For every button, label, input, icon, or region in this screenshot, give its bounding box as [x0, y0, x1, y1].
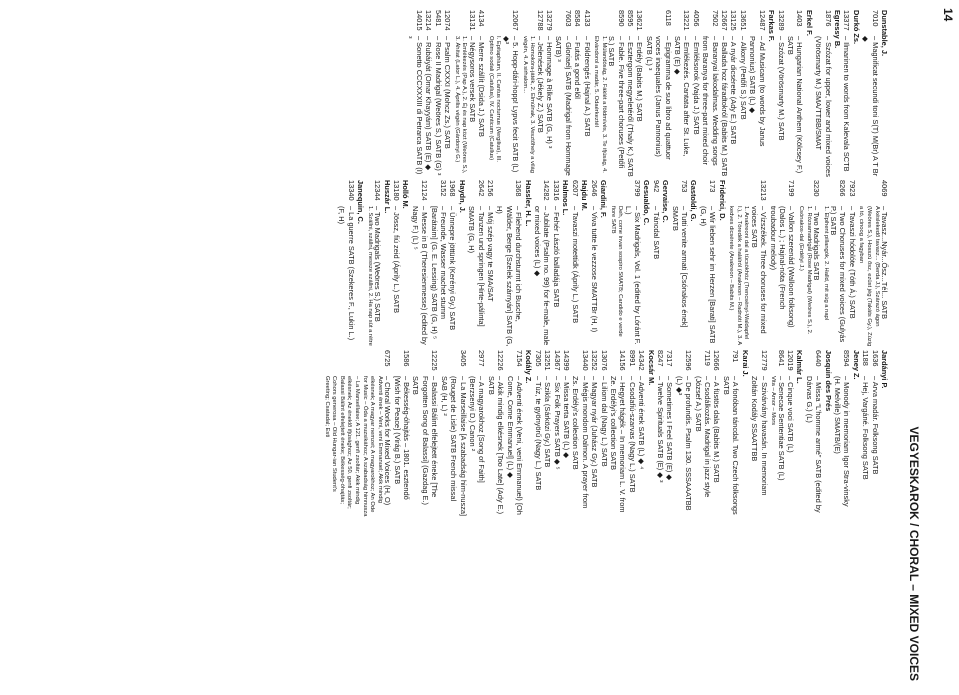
catalog-entry	[571, 350, 590, 517]
composer-heading: Gastoldi, G.	[689, 180, 699, 222]
catalog-number: 6207	[570, 180, 580, 197]
work-title: – Tavaszi motettidk (Áprily L.) SATB	[570, 206, 580, 324]
catalog-entry	[467, 10, 476, 177]
composer-heading: Haydn, J.	[457, 180, 467, 213]
catalog-number: 6725	[383, 350, 393, 367]
catalog-number: 8991	[627, 350, 637, 367]
catalog-entry	[486, 350, 505, 517]
catalog-number: 13651	[738, 10, 748, 31]
composer-heading: Gervaise, C.	[661, 180, 671, 223]
work-title: – Csodálkozás. Madrigal in jazz style (József A.) SATB	[693, 376, 713, 498]
catalog-entry	[627, 350, 636, 517]
entry-contents-note: 1. Emlékezés (Pap A.), 2. Éj és nap közt (Weöres S.), 3. Áhítat (Lator L.), 4. Április végén (Gárdonyi G.)	[453, 36, 468, 174]
catalog-number: 753	[679, 180, 689, 193]
entry-contents-note: 1. Szállni, szállni, messze szállni, 2. Ha nap süt a rétre	[366, 206, 373, 346]
composer-heading: Jardányi P.	[880, 350, 889, 389]
entry-contents-note: 1. Múlandóság, 2. Fáklét a földmívés, 3. Te ifjúság, 4. Elvándorol a madár, 5. Odaérkeztél	[593, 36, 607, 173]
catalog-number: 2646	[589, 180, 599, 197]
catalog-number: 12788	[535, 10, 545, 31]
catalog-number: 7199	[787, 180, 797, 197]
work-title: – Twelve Spirituals SATB (E) ◆ ³	[656, 376, 666, 483]
catalog-number: 12124	[420, 180, 430, 201]
catalog-number: 12487	[757, 10, 767, 31]
catalog-entry	[739, 10, 748, 177]
catalog-number: 3230	[812, 180, 821, 197]
composer-heading: Kalmár L.	[795, 350, 805, 384]
catalog-entry	[665, 350, 674, 517]
catalog-number: 4134	[477, 10, 486, 27]
work-title: – Szózat (Vörösmarty M.) SATB	[776, 36, 786, 141]
composer-heading: Friderici, D.	[717, 180, 727, 221]
work-title: – A füstös dala (Babits M.) SATB	[712, 376, 722, 483]
catalog-number: 5481	[433, 10, 443, 27]
composer-heading: Karai J.	[740, 350, 750, 377]
entry-contents-note: Adventi ének – Veni, veni Emmanuel; Akik mindig elkésnek; A magyar nemzet; A magyarokhoz; An Ode for Music – Óda a muzsikához; A szabadság himnusza – La Marseillaise; A 121. genfi zsoltár; Akik mindig elkésnek; Az éneklő ifjúsághoz; Az 50. genfi zsoltár; Balassi Bálint elfelejtett éneke; Békesség-óhajtás; Cohors generosa – Old Hungar-ian Student's Greeting; Csatadal; Esti	[323, 376, 383, 517]
catalog-number: 3152	[439, 180, 449, 197]
work-title: – Tavasz...Nyár...Ősz...Tél... SATB	[880, 206, 889, 320]
catalog-entry	[626, 10, 635, 177]
catalog-entry	[411, 350, 439, 517]
catalog-entry	[501, 10, 520, 177]
catalog-entry	[674, 350, 693, 517]
work-title: – Merre szállít (Dsida J.) SATB	[477, 36, 486, 137]
work-title: – Hej, Vargáné. Folksong SATB	[861, 376, 871, 480]
catalog-number: 4056	[691, 10, 701, 27]
entry-contents-note: A késlekedő tavasz... (Berda J.), Szárazó ágon (Weöres S.), Hosszú ősz, ezüst jég (Takáts Gy.), Zúzig a tó, cinoog a fagyban	[858, 206, 880, 347]
catalog-number: 12226	[496, 350, 506, 371]
work-title: – Szikla (Sárközi Gy.) SATB	[543, 376, 553, 468]
catalog-entry	[607, 10, 626, 177]
catalog-entry	[505, 350, 524, 517]
catalog-column	[1, 180, 889, 347]
composer-heading: Farkas F.	[767, 10, 777, 42]
catalog-columns	[1, 10, 889, 686]
catalog-number: 13076	[599, 350, 609, 371]
catalog-number: 1188	[861, 350, 871, 366]
work-title: – Mégis mondom Dalmon. A prayer from Zs. Erdélyi's collection SATB	[571, 376, 590, 509]
entry-contents-note: 1. Rózsamadrigál (Rose Madrigal) (Weöres S.), 2. Csónakos-dal (Erdélyi J.)	[798, 206, 812, 335]
catalog-entry	[554, 10, 573, 177]
catalog-entry	[776, 350, 785, 517]
catalog-number: 2977	[477, 350, 487, 367]
catalog-number: 14342	[637, 350, 647, 371]
work-title: – Wir lieben sehr im Herzen [Barati] SATB (G, H)	[698, 206, 718, 344]
catalog-number: 12666	[712, 350, 722, 371]
work-title: – Fable. Five three-part choruses (Petőfi S.) SATB	[607, 36, 626, 169]
catalog-number: 7603	[563, 10, 573, 27]
catalog-entry	[545, 10, 554, 177]
catalog-entry	[570, 180, 579, 347]
catalog-number: 13214	[424, 10, 434, 31]
catalog-number: 3405	[458, 350, 468, 367]
composer-heading: Hassler, H. L.	[523, 180, 533, 227]
work-title: – A magyarokhoz [Song of Faith] (Berzsenyi D.) Canon ²	[467, 376, 487, 483]
catalog-entry	[590, 350, 599, 517]
catalog-entry	[337, 180, 356, 347]
catalog-number: 2156	[486, 180, 496, 197]
work-title: – La guerre SATB (Szekeres F., Lukin L.) (F, H)	[337, 206, 356, 341]
catalog-entry	[691, 10, 700, 177]
work-title: – Mój szép vagy te SMA/SAT	[486, 206, 496, 302]
catalog-entry	[623, 180, 642, 347]
catalog-number: 14015	[414, 10, 424, 31]
work-title: – Rubáiyát (Omar Khayyám) SATB (E) ◆	[424, 36, 434, 171]
work-title: – Liliom dal (Nagy L.) SATB	[599, 376, 609, 467]
catalog-entry	[439, 350, 467, 517]
catalog-number: 12344	[373, 180, 383, 201]
catalog-entry	[533, 180, 552, 347]
catalog-number: 8584	[573, 10, 583, 27]
catalog-entry	[429, 180, 448, 347]
work-title: – Adventi ének (Veni, veni Emmanuel) [Oh Come, Come Emmanuel] (L) ◆	[505, 376, 524, 515]
work-title: – Táncdal SATB	[651, 206, 661, 260]
catalog-entry	[486, 180, 495, 347]
catalog-number: 13621	[635, 10, 645, 31]
catalog-number: 13340	[346, 180, 356, 201]
work-title: – Tutti venite armati [Csónakos ének] SMATB	[670, 206, 689, 328]
catalog-number: 6118	[663, 10, 673, 26]
catalog-number: 14367	[552, 350, 562, 371]
work-title: – Balassi Bálint elfelejtett éneke [The Forgotten Song of Balassi] (Gazdag E.) SATB	[411, 376, 440, 505]
catalog-number: 8595	[626, 10, 636, 27]
work-title: – Missa “L’homme armé” SATB (edited by Dárvas G.) (L)	[804, 376, 824, 513]
catalog-number: 14282	[542, 180, 552, 201]
work-title: – Two Madrigals SATB	[812, 206, 821, 281]
work-title: – Vízszékek. Three choruses for mixed voices SATB	[749, 206, 769, 334]
catalog-entry	[729, 10, 738, 177]
catalog-number: 7154	[514, 350, 524, 367]
work-title: – Choral Works for Mixed Voices (H, O)	[383, 376, 393, 506]
catalog-number: 7502	[710, 10, 720, 27]
catalog-entry	[861, 10, 880, 177]
work-title: – Esztergom megyeletéről (Thaly K.) SATB	[626, 36, 636, 177]
composer-heading: Hajdu M.	[580, 180, 590, 211]
catalog-number: 942	[651, 180, 661, 193]
catalog-entry	[535, 10, 544, 177]
catalog-number: 7119	[703, 350, 713, 366]
catalog-number: 1368	[514, 180, 524, 197]
catalog-number: 12596	[684, 350, 694, 371]
catalog-entry	[804, 350, 823, 517]
catalog-entry	[768, 180, 796, 347]
work-title: – Magyar nyár (Juhász Gy.) SATB	[590, 376, 600, 488]
catalog-number: 14156	[618, 350, 628, 371]
catalog-entry	[410, 180, 429, 347]
catalog-entry	[392, 350, 411, 517]
catalog-entry	[405, 10, 424, 177]
catalog-entry	[562, 350, 571, 517]
work-title: – Sonetto CCCXXXIII di Petrarca SATB (I) ³	[405, 36, 424, 175]
work-title: – Emléksorok (Vajda J.) SATB	[691, 36, 701, 135]
catalog-number: 13213	[759, 180, 769, 201]
catalog-entry	[693, 350, 712, 517]
work-title: – Hungarian National Anthem (Kölcsey F.) SATB	[785, 36, 805, 174]
composer-heading: Kocsár M.	[646, 350, 656, 386]
catalog-number: 8594	[842, 350, 852, 367]
work-title: – Missa terta SATB (L) ◆	[562, 376, 571, 458]
composer-heading: Halmos L.	[561, 180, 571, 216]
catalog-entry	[880, 180, 889, 347]
catalog-number: 13440	[580, 350, 590, 371]
work-title: – 5. Hopp-dári-hopp! Lypvs fecit SATB (L) ◆³	[501, 36, 520, 173]
work-title: – Jelenések (Jékely Z.) SATB	[535, 36, 545, 133]
work-title: – Two Madrigals (Weöres S.) SATB	[373, 206, 383, 322]
work-title: – Szózat for upper, lower and mixed voices (Vörösmarty M.) SMA/TTBB/SMAT	[814, 36, 833, 177]
catalog-number: 7317	[665, 350, 675, 367]
composer-heading: Erkel F.	[804, 10, 814, 36]
catalog-entry	[573, 10, 582, 177]
catalog-entry	[448, 180, 457, 347]
work-title: – Ünnepre jöttünk (Kerényi Gy.) SATB	[448, 206, 458, 331]
work-title: – Csodafiú-szarvas (Nagy L.) SATB	[627, 376, 637, 493]
catalog-entry	[833, 350, 852, 517]
section-title: VEGYESKAROK / CHORAL – MIXED VOICES	[907, 426, 921, 681]
composer-heading: Josquin des Prés	[823, 350, 833, 412]
catalog-entry	[552, 180, 561, 347]
work-title: – Six Folk Prayers SATB ◆ ⁵	[552, 376, 562, 470]
catalog-entry	[635, 10, 644, 177]
composer-heading: Dunstable, J.	[880, 10, 889, 56]
work-title: – Erdély (Babits M.) SATB	[635, 36, 645, 122]
catalog-column	[1, 520, 889, 687]
entry-contents-note: Deh, come invan sospiro SMATB; Candido e verde fiore SATB	[609, 206, 624, 337]
catalog-entry	[670, 180, 689, 347]
catalog-entry	[749, 180, 768, 347]
work-title: – Hommage à Rilke SATB (G, H) ³	[545, 36, 554, 149]
work-title: – Adventi ének SATB (L) ◆ ⁴	[637, 376, 647, 470]
catalog-entry	[750, 350, 769, 517]
work-title: – Futás a gond elől	[573, 36, 583, 99]
catalog-number: 13252	[590, 350, 600, 371]
catalog-entry	[786, 350, 795, 517]
catalog-number: 13221	[682, 10, 692, 31]
work-title: – Magnificat secundi toni S(T) M(Br) A T Br ◆	[861, 36, 880, 177]
composer-heading: Huszár L.	[382, 180, 392, 214]
work-title: – Cinque voci SATB (L)	[785, 376, 795, 453]
entry-contents-note: Vita – Amor – Mors	[770, 376, 777, 426]
catalog-number: 12074	[443, 10, 452, 31]
catalog-number: 1636	[870, 350, 880, 367]
work-title: – Alkony (Petőfi S.) SATB	[738, 36, 748, 120]
catalog-number: 173	[708, 180, 718, 193]
catalog-number: 1403	[795, 10, 805, 27]
catalog-number: 12019	[785, 350, 795, 371]
work-title: – A fonóban táncdal. Two Czech folksongs SATB	[721, 376, 741, 515]
catalog-number: 8247	[656, 350, 666, 367]
catalog-entry	[589, 180, 598, 347]
catalog-entry	[383, 350, 392, 517]
work-title: – Monody in memoriam Igor Stra-vinsky (H. Melville) SMATB/(E)	[832, 376, 852, 507]
work-title: – Földrengés (Hajnal A.) SATB	[582, 36, 592, 137]
catalog-entry	[467, 180, 486, 347]
work-title: – Békesség-óhajtás – 1801. esztendő [Wish for Peace] (Virág B.) SATB	[392, 376, 412, 500]
catalog-entry	[637, 350, 646, 517]
catalog-number: 13316	[551, 180, 561, 201]
catalog-number: 6440	[814, 350, 824, 367]
catalog-entry	[842, 10, 851, 177]
catalog-entry	[748, 10, 767, 177]
work-title: – Ilmarinen to words from Kalevala SCTB	[842, 36, 852, 172]
work-title: – Jubilate (Psalm no. 99) for fe-male, male or mixed voices (L) ◆	[533, 206, 552, 346]
catalog-entry	[373, 180, 382, 347]
entry-contents-note: 1. Homokóra-játék, 2. Elmúlnak, 3. Vesztőhely a világ végén, 4. A sirhalom...	[521, 36, 536, 173]
composer-heading: Jeney Z.	[851, 350, 861, 380]
catalog-number: 1876	[823, 10, 833, 27]
catalog-entry	[786, 10, 805, 177]
work-title: – Viva tutte le vezzose SMATTBr (H, I)	[589, 206, 599, 333]
catalog-number: 1586	[402, 350, 412, 367]
work-title: – Six Madrigals, Vol. 1 (edited by Lóránt F. L.)	[623, 206, 642, 345]
catalog-entry	[861, 350, 870, 517]
catalog-entry	[392, 180, 401, 347]
work-title: – Ad Musicam (to words by Janus Pannonius) SATB (L) ◆	[748, 36, 767, 147]
catalog-entry	[424, 10, 433, 177]
catalog-entry	[720, 10, 729, 177]
catalog-number: 12667	[720, 10, 730, 31]
composer-heading: Kodály Z.	[524, 350, 534, 384]
work-title: – La Marseillaise [A szabadság him-nusza] (Rouget de Lisle) SATB French missal SAB (H, L) ²	[439, 376, 468, 517]
catalog-entry	[543, 350, 552, 517]
work-title: – Szivárvány havasán. In memoriam Zoltán Kodály SSAATTBB	[750, 376, 769, 496]
catalog-number: 13251	[543, 350, 553, 371]
catalog-entry	[495, 180, 523, 347]
catalog-entry	[698, 180, 717, 347]
catalog-number: 2642	[476, 180, 486, 197]
catalog-number: 13125	[729, 10, 739, 31]
work-title: – Sometimes I Feel SATB (E) ◆	[665, 376, 675, 481]
catalog-column	[1, 350, 889, 517]
catalog-entry	[812, 180, 821, 347]
catalog-number: 13289	[776, 10, 786, 31]
catalog-entry	[582, 10, 591, 177]
entry-contents-note: 1. Elpihent pillangók, 2. Halld, mit súg a napl	[822, 206, 829, 321]
work-title: – Arva madár. Folksong SATB	[870, 376, 880, 475]
catalog-entry	[644, 10, 672, 177]
catalog-number: 14399	[562, 350, 571, 371]
catalog-entry	[870, 350, 879, 517]
catalog-number: 4069	[880, 180, 889, 197]
catalog-entry	[433, 10, 442, 177]
catalog-number: 7923	[847, 180, 857, 197]
catalog-entry	[656, 350, 665, 517]
work-title: – Fliehend durchsturmt ich Busche, Wälder, Berge [Szelek szárnyán] SATB (G, H)	[495, 206, 524, 347]
catalog-entry	[722, 350, 741, 517]
work-title: – Tanzen und springen [Hirte-pálinta] SMATB (G, H)	[467, 206, 486, 327]
catalog-number: 4133	[582, 10, 592, 27]
catalog-entry	[477, 10, 486, 177]
work-title: – Senecae Sententiae SATB (L)	[776, 376, 786, 481]
catalog-entry	[609, 350, 628, 517]
catalog-entry	[599, 350, 608, 517]
catalog-number: 7305	[533, 350, 543, 367]
work-title: – Akik mindig elkésnek [Too Late] (Ady E.) SATB	[486, 376, 506, 515]
work-title: – Freunde, Wasser machet stumm [Barátaim] (G. E. Lessing) SATB (G, H) ⁵	[429, 206, 449, 340]
catalog-number: 12067	[511, 10, 520, 31]
catalog-number: 7010	[870, 10, 880, 27]
catalog-number: 12779	[759, 350, 769, 371]
catalog-entry	[533, 350, 542, 517]
catalog-number: 8590	[616, 10, 626, 27]
work-title: – Baranyai lakodalmas. Wedding songs from Baranya for three-part mixed choir	[701, 36, 720, 166]
work-title: – Négysoros versek SATB	[467, 36, 477, 123]
catalog-number: 3799	[632, 180, 642, 197]
catalog-entry	[651, 180, 660, 347]
composer-heading: Durkó Zs.	[851, 10, 861, 45]
catalog-entry	[701, 10, 720, 177]
entry-contents-note: 1. Anakreoni dal a tücsökhöz (Trencsényi-Waldapfel I.), 2. Töredék a halálról (Anakreon – Radnóti M.), 3. A kedves dicsérete (Anakreon – Babits M.)	[728, 206, 750, 345]
work-title: – Túz, te gyönyörű (Nagy L.) SATB	[533, 376, 543, 491]
work-title: – Epigramma de suo libro ad quattuor voces inaequales (Janus Pannonius) SATB (L) ³	[644, 36, 673, 160]
catalog-entry	[673, 10, 692, 177]
catalog-number: 8266	[838, 180, 848, 197]
catalog-number: 13131	[467, 10, 477, 31]
work-title: – Emlékezés. Cantata after St. Luke, SATB (E) ◆	[673, 36, 692, 157]
work-title: – Jössz, fiú zeid (Áprily L.) SATB	[392, 206, 401, 314]
work-title: – Messe in B (Theresienmesse) (edited by Nagy F.) (L) ⁵	[410, 206, 430, 345]
catalog-number: 8641	[776, 350, 786, 367]
catalog-entry	[443, 10, 452, 177]
work-title: – Two Choruses for mixed voices (Gulyás P.) SATB	[829, 206, 848, 343]
catalog-number: 13279	[545, 10, 554, 31]
catalog-entry	[847, 180, 856, 347]
composer-heading: Holló M.	[401, 180, 411, 209]
catalog-entry	[814, 10, 833, 177]
work-title: – A nyár dicsérete (Ady E.) SATB	[729, 36, 739, 145]
catalog-number: 13377	[842, 10, 852, 31]
catalog-entry	[468, 350, 487, 517]
page-number: 14	[941, 8, 955, 22]
composer-heading: Egressy B.	[832, 10, 842, 49]
composer-heading: Giardini, F.	[598, 180, 608, 218]
catalog-entry	[776, 10, 785, 177]
catalog-column	[1, 10, 889, 177]
work-title: – Ballada hoz fáradtokról (Babits M.) SATB	[720, 36, 730, 177]
catalog-number: 12225	[430, 350, 440, 371]
work-title: – Tavaszi hódolóte (Tóth Á.) SATB	[847, 206, 857, 319]
work-title: – Psalm CXXXI (Mohcz Zs.) SATB	[443, 36, 452, 149]
catalog-number: 791	[731, 350, 741, 363]
catalog-entry	[552, 350, 561, 517]
work-title: – Vallon szerenád (Walloon folksong) (Dalos L.) ; Hajnal-nóta (French troubadour melody)	[768, 206, 797, 328]
work-title: – Fehér László balladája SATB	[551, 206, 561, 308]
composer-heading: Janequin, C.	[356, 180, 366, 224]
work-title: – Hegyet hágék – In memoriam L. V. from Ze. Erdélyi's collection SATB	[609, 376, 628, 513]
work-title: – Rose II Madrigal (Weöres S.) SATB (G) ³	[433, 36, 443, 176]
entry-contents-note: I. Epitaphium, II. Cantus nocturnus (Vergilius), III. Optimo sodali (Catullus), IV. Canticum (Catullus)	[487, 36, 502, 162]
composer-heading: Gesualdo, C.	[642, 180, 652, 226]
work-title: – De profundis. Psalm 130. SSSAAATBB (L) ◆³	[674, 376, 694, 511]
catalog-entry	[829, 180, 848, 347]
work-title: – Gloriaelj SATB (Madrigal from Hommage SATB) ³	[554, 36, 573, 176]
catalog-number: 13180	[392, 180, 401, 201]
catalog-entry	[712, 350, 721, 517]
catalog-number: 1968	[448, 180, 458, 197]
